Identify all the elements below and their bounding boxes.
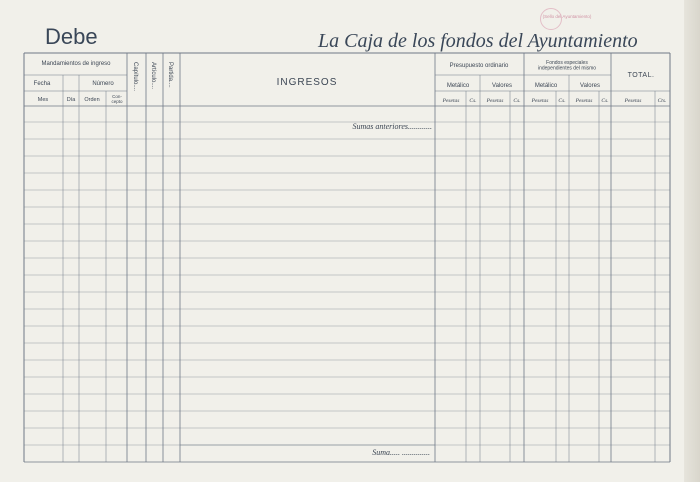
dia-label: Día	[66, 97, 76, 103]
total-label: TOTAL.	[627, 72, 655, 79]
group-mandamientos-label: Mandamientos de ingreso	[41, 61, 111, 67]
metalico-1-label: Metálico	[446, 83, 470, 89]
presupuesto-label: Presupuesto ordinario	[449, 63, 509, 69]
sub-cs-label: Cs.	[469, 98, 477, 104]
sub-pesetas-label: Pesetas	[575, 98, 593, 104]
sumas-anteriores-label: Sumas anteriores............	[352, 122, 432, 131]
suma-label: Suma..... ..............	[372, 448, 430, 457]
sub-pesetas-label: Pesetas	[442, 98, 460, 104]
seal-text: (Sello del Ayuntamiento)	[542, 14, 592, 19]
concepto-label: Con-cepto	[111, 94, 123, 104]
fecha-label: Fecha	[33, 81, 51, 87]
valores-2-label: Valores	[580, 83, 600, 89]
debe-title: Debe	[45, 24, 98, 49]
mes-label: Mes	[37, 97, 49, 103]
sub-cs-label: Cs.	[558, 98, 566, 104]
sub-pesetas-label: Pesetas	[486, 98, 504, 104]
main-title: La Caja de los fondos del Ayuntamiento	[318, 30, 638, 52]
sub-pesetas-label: Pesetas	[531, 98, 549, 104]
sub-cts-label: Cts.	[657, 98, 667, 104]
partida-label: Partida....	[167, 62, 173, 88]
metalico-2-label: Metálico	[534, 83, 558, 89]
sub-pesetas-label: Pesetas	[624, 98, 642, 104]
articulo-label: Artículo....	[150, 62, 156, 90]
sub-cs-label: Cs.	[601, 98, 609, 104]
capitulo-label: Capítulo....	[132, 62, 138, 92]
numero-label: Número	[92, 81, 114, 87]
fondos-label: Fondos especiales independientes del mismo	[537, 60, 597, 72]
ingresos-label: INGRESOS	[276, 77, 338, 88]
sub-cs-label: Cs.	[513, 98, 521, 104]
valores-1-label: Valores	[492, 83, 512, 89]
orden-label: Orden	[84, 97, 100, 103]
